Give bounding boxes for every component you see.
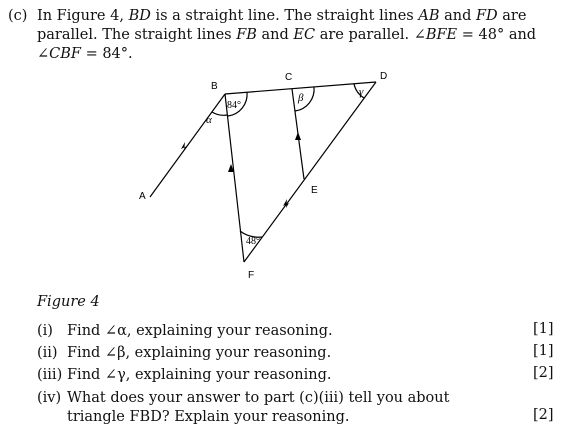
part-ii-label: (ii) — [37, 345, 58, 361]
point-e-label: E — [311, 185, 318, 196]
intro-text: and — [439, 8, 476, 24]
intro-text: = 84°. — [80, 46, 133, 62]
point-b-label: B — [211, 81, 218, 92]
arc-alpha — [212, 112, 227, 115]
angle-beta-label: β — [298, 92, 304, 104]
line-fd — [244, 82, 376, 262]
segment-ec: EC — [293, 27, 316, 43]
intro-text: parallel. The straight lines — [37, 27, 237, 43]
point-a-label: A — [139, 191, 146, 202]
intro-text: In Figure 4, — [37, 8, 129, 24]
angle-bfe-label: ∠BFE — [413, 27, 458, 43]
part-ii-text: Find ∠β, explaining your reasoning. — [67, 345, 332, 361]
part-i-label: (i) — [37, 323, 53, 339]
intro-text: is a straight line. The straight lines — [150, 8, 419, 24]
angle-84-label: 84° — [227, 100, 241, 111]
figure-caption: Figure 4 — [37, 294, 100, 310]
part-iv-label: (iv) — [37, 390, 62, 406]
segment-fb: FB — [236, 27, 257, 43]
angle-48-label: 48° — [246, 236, 260, 247]
angle-cbf-label: ∠CBF — [37, 46, 81, 62]
intro-text: = 48° and — [457, 27, 537, 43]
part-ii-marks: [1] — [533, 343, 554, 359]
point-d-label: D — [380, 71, 388, 82]
part-iii-text: Find ∠γ, explaining your reasoning. — [67, 367, 332, 383]
line-bf — [225, 94, 244, 262]
intro-text: are parallel. — [315, 27, 414, 43]
part-iv-text-2: triangle FBD? Explain your reasoning. — [67, 409, 350, 425]
point-f-label: F — [248, 270, 255, 281]
arrow-on-ce-icon — [295, 132, 301, 140]
part-i-marks: [1] — [533, 321, 554, 337]
part-iv-marks: [2] — [533, 407, 554, 423]
part-i-text: Find ∠α, explaining your reasoning. — [67, 323, 333, 339]
part-iv-text: What does your answer to part (c)(iii) tell you about — [67, 390, 450, 406]
segment-ab: AB — [418, 8, 440, 24]
point-c-label: C — [285, 72, 293, 83]
segment-fd: FD — [475, 8, 498, 24]
line-ab — [150, 94, 225, 197]
intro-text: and — [256, 27, 294, 43]
question-label: (c) — [8, 8, 28, 24]
intro-text: are — [497, 8, 527, 24]
angle-alpha-label: α — [206, 114, 212, 126]
part-iii-label: (iii) — [37, 367, 63, 383]
angle-gamma-label: γ — [359, 86, 364, 98]
segment-bd: BD — [128, 8, 151, 24]
part-iii-marks: [2] — [533, 365, 554, 381]
